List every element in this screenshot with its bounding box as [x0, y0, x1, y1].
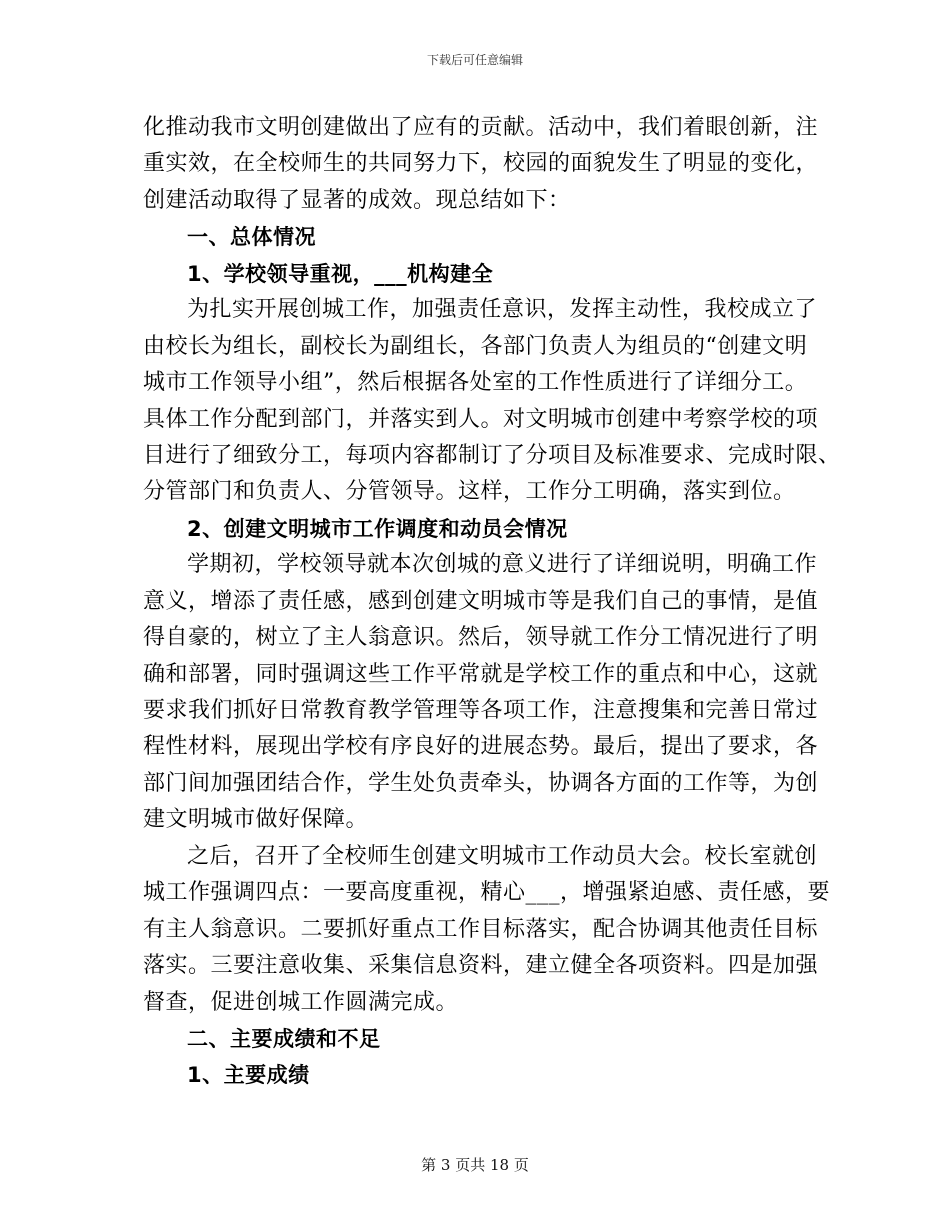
paragraph-line: 意义，增添了责任感，感到创建文明城市等是我们自己的事情，是值 [143, 588, 819, 614]
paragraph-line: 之后，召开了全校师生创建文明城市工作动员大会。校长室就创 [187, 843, 818, 869]
paragraph-line: 城工作强调四点：一要高度重视，精心___，增强紧迫感、责任感，要 [143, 880, 831, 906]
paragraph-line: 落实。三要注意收集、采集信息资料，建立健全各项资料。四是加强 [143, 953, 819, 979]
section-heading: 1、主要成绩 [187, 1063, 310, 1088]
document-body [143, 110, 841, 1094]
section-heading: 二、主要成绩和不足 [187, 1026, 381, 1051]
paragraph-line: 由校长为组长，副校长为副组长，各部门负责人为组员的“创建文明 [143, 333, 808, 359]
paragraph-line: 要求我们抓好日常教育教学管理等各项工作，注意搜集和完善日常过 [143, 698, 819, 723]
paragraph-line: 城市工作领导小组”，然后根据各处室的工作性质进行了详细分工。 [143, 370, 808, 396]
paragraph-line: 目进行了细致分工，每项内容都制订了分项目及标准要求、完成时限、 [143, 442, 841, 468]
page-header: 下载后可任意编辑 [426, 53, 523, 67]
paragraph-line: 确和部署，同时强调这些工作平常就是学校工作的重点和中心，这就 [143, 661, 819, 687]
section-heading: 一、总体情况 [187, 225, 316, 250]
section-heading: 2、创建文明城市工作调度和动员会情况 [187, 516, 568, 541]
paragraph-line: 督查，促进创城工作圆满完成。 [143, 989, 459, 1015]
paragraph-line: 建文明城市做好保障。 [143, 807, 369, 833]
paragraph-line: 部门间加强团结合作，学生处负责牵头，协调各方面的工作等，为创 [143, 770, 819, 796]
section-heading: 1、学校领导重视，___机构建全 [187, 261, 494, 286]
page-footer: 第 3 页共 18 页 [421, 1156, 529, 1174]
paragraph-line: 为扎实开展创城工作，加强责任意识，发挥主动性，我校成立了 [187, 297, 818, 323]
paragraph-line: 有主人翁意识。二要抓好重点工作目标落实，配合协调其他责任目标 [143, 916, 819, 942]
paragraph-line: 学期初，学校领导就本次创城的意义进行了详细说明，明确工作 [187, 552, 818, 578]
paragraph-line: 具体工作分配到部门，并落实到人。对文明城市创建中考察学校的项 [143, 406, 819, 432]
paragraph-line: 创建活动取得了显著的成效。现总结如下： [143, 187, 571, 213]
paragraph-line: 分管部门和负责人、分管领导。这样，工作分工明确，落实到位。 [143, 479, 796, 505]
paragraph-line: 得自豪的，树立了主人翁意识。然后，领导就工作分工情况进行了明 [143, 625, 819, 651]
paragraph-line: 化推动我市文明创建做出了应有的贡献。活动中，我们着眼创新，注 [143, 115, 819, 140]
paragraph-line: 程性材料，展现出学校有序良好的进展态势。最后，提出了要求，各 [143, 734, 819, 760]
paragraph-line: 重实效，在全校师生的共同努力下，校园的面貌发生了明显的变化， [143, 151, 819, 177]
